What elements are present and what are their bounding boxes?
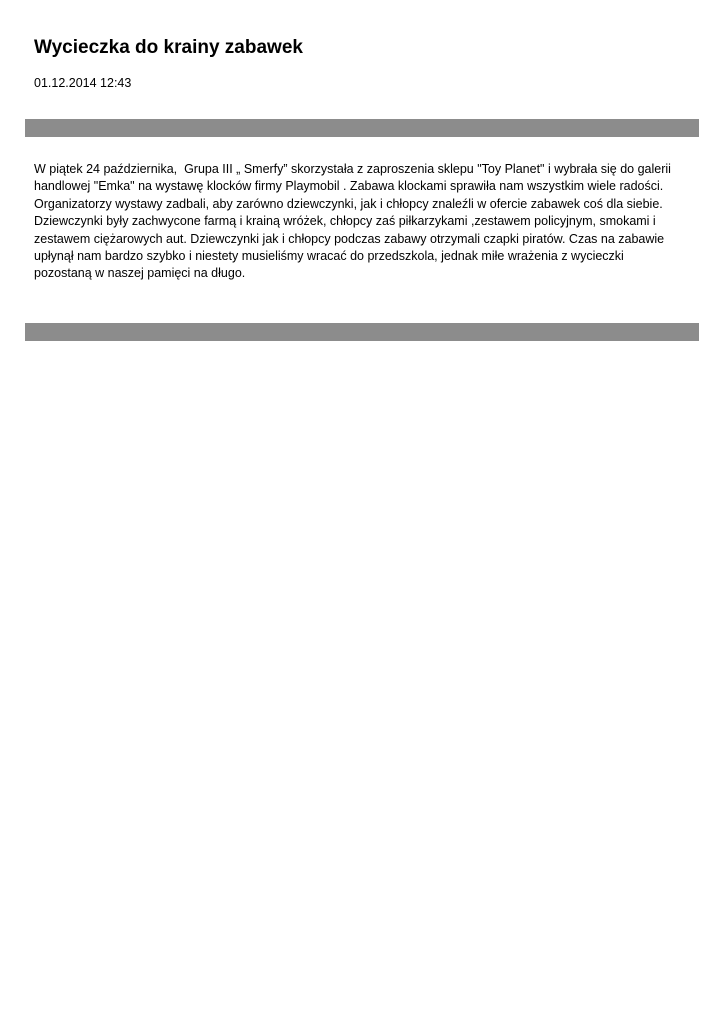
article-body-line: handlowej "Emka" na wystawę klocków firmy Playmobil . Zabawa klockami sprawiła nam wszystkim wiele radości. (34, 179, 664, 194)
article-body-line: upłynął nam bardzo szybko i niestety musieliśmy wracać do przedszkola, jednak miłe wrażenia z wycieczki (34, 249, 624, 264)
article-body-line: Dziewczynki były zachwycone farmą i krainą wróżek, chłopcy zaś piłkarzykami ,zestawem policyjnym, smokami i (34, 214, 656, 229)
article-title: Wycieczka do krainy zabawek (34, 37, 303, 58)
article-date: 01.12.2014 12:43 (34, 76, 132, 90)
article-body-line: W piątek 24 października, Grupa III „ Smerfy” skorzystała z zaproszenia sklepu "Toy Planet" i wybrała się do galerii (34, 162, 671, 176)
article-body-line: zestawem ciężarowych aut. Dziewczynki jak i chłopcy podczas zabawy otrzymali czapki piratów. Czas na zabawie (34, 231, 665, 246)
article-body-line: pozostaną w naszej pamięci na długo. (34, 266, 246, 281)
article-body-line: Organizatorzy wystawy zadbali, aby zarówno dziewczynki, jak i chłopcy znaleźli w ofercie zabawek coś dla siebie. (34, 196, 663, 211)
bottom-divider-bar (25, 323, 699, 341)
article-body (34, 161, 694, 283)
top-divider-bar (25, 119, 699, 137)
